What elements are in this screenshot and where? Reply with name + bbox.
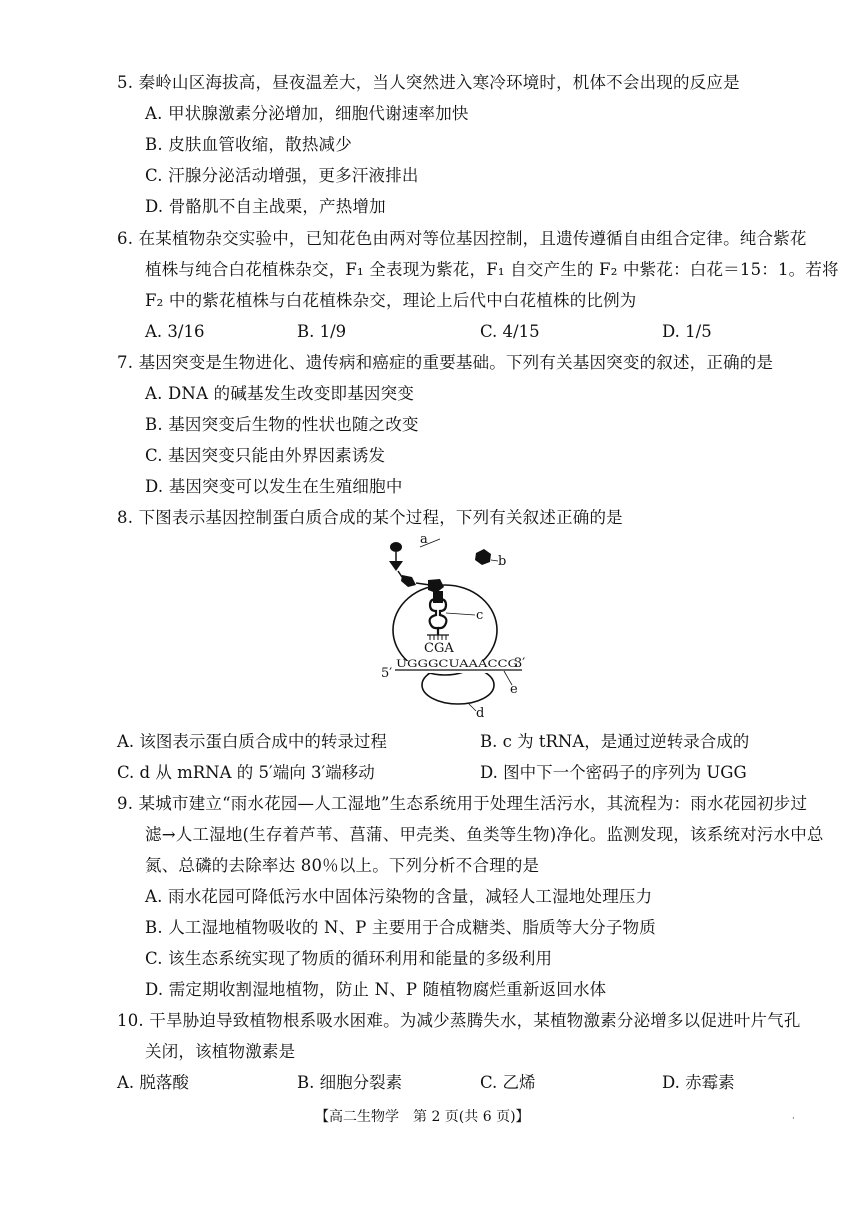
question-9-option-b: B. 人工湿地植物吸收的 N、P 主要用于合成糖类、脂质等大分子物质 bbox=[145, 918, 656, 937]
question-10-option-b: B. 细胞分裂素 bbox=[297, 1073, 403, 1092]
question-5-option-c: C. 汗腺分泌活动增强，更多汗液排出 bbox=[145, 166, 419, 185]
question-10-option-d: D. 赤霉素 bbox=[662, 1073, 735, 1092]
translation-diagram bbox=[380, 535, 530, 720]
question-6-option-d: D. 1/5 bbox=[662, 322, 712, 341]
question-7-option-b: B. 基因突变后生物的性状也随之改变 bbox=[145, 415, 419, 434]
amino-acid-b bbox=[475, 549, 491, 565]
question-6-option-b: B. 1/9 bbox=[297, 322, 347, 341]
question-10-stem-line-2: 关闭，该植物激素是 bbox=[145, 1042, 296, 1061]
question-5-option-a: A. 甲状腺激素分泌增加，细胞代谢速率加快 bbox=[145, 104, 469, 123]
question-9-stem-line-2: 滤→人工湿地(生存着芦苇、菖蒲、甲壳类、鱼类等生物)净化。监测发现，该系统对污水中总 bbox=[145, 825, 824, 844]
question-7-option-c: C. 基因突变只能由外界因素诱发 bbox=[145, 446, 386, 465]
question-8-option-c: C. d 从 mRNA 的 5′端向 3′端移动 bbox=[117, 763, 375, 782]
question-8-option-b: B. c 为 tRNA，是通过逆转录合成的 bbox=[480, 732, 750, 751]
question-9-option-d: D. 需定期收割湿地植物，防止 N、P 随植物腐烂重新返回水体 bbox=[145, 980, 607, 999]
question-8-stem: 8. 下图表示基因控制蛋白质合成的某个过程，下列有关叙述正确的是 bbox=[117, 508, 623, 527]
label-b: b bbox=[498, 554, 507, 569]
label-a: a bbox=[420, 535, 428, 547]
question-7-option-d: D. 基因突变可以发生在生殖细胞中 bbox=[145, 477, 403, 496]
question-7-option-a: A. DNA 的碱基发生改变即基因突变 bbox=[145, 384, 415, 403]
question-6-stem-line-3: F₂ 中的紫花植株与白花植株杂交，理论上后代中白花植株的比例为 bbox=[145, 291, 637, 310]
five-prime-label: 5′ bbox=[381, 666, 393, 681]
page-footer: 【高二生物学 第 2 页(共 6 页)】 bbox=[315, 1109, 530, 1125]
question-10-option-c: C. 乙烯 bbox=[480, 1073, 536, 1092]
question-8-option-d: D. 图中下一个密码子的序列为 UGG bbox=[480, 763, 747, 782]
corner-mark: · bbox=[792, 1114, 795, 1124]
question-6-stem-line-1: 6. 在某植物杂交实验中，已知花色由两对等位基因控制，且遗传遵循自由组合定律。纯合紫花 bbox=[117, 229, 807, 248]
question-9-stem-line-1: 9. 某城市建立“雨水花园—人工湿地”生态系统用于处理生活污水，其流程为：雨水花园初步过 bbox=[117, 794, 808, 813]
question-6-option-a: A. 3/16 bbox=[145, 322, 205, 341]
label-d: d bbox=[476, 706, 485, 720]
question-9-stem-line-3: 氮、总磷的去除率达 80％以上。下列分析不合理的是 bbox=[145, 856, 540, 875]
question-6-stem-line-2: 植株与纯合白花植株杂交，F₁ 全表现为紫花，F₁ 自交产生的 F₂ 中紫花：白花＝15：1。若将 bbox=[145, 260, 839, 279]
question-10-stem-line-1: 10. 干旱胁迫导致植物根系吸水困难。为减少蒸腾失水，某植物激素分泌增多以促进叶片气孔 bbox=[117, 1011, 801, 1030]
question-8-option-a: A. 该图表示蛋白质合成中的转录过程 bbox=[117, 732, 387, 751]
amino-acid-a bbox=[390, 542, 402, 552]
question-7-stem: 7. 基因突变是生物进化、遗传病和癌症的重要基础。下列有关基因突变的叙述，正确的是 bbox=[117, 353, 774, 372]
label-c: c bbox=[476, 608, 484, 623]
mrna-sequence: UGGGCUAAACCG bbox=[396, 659, 519, 670]
question-9-option-a: A. 雨水花园可降低污水中固体污染物的含量，减轻人工湿地处理压力 bbox=[145, 887, 653, 906]
three-prime-label: 3′ bbox=[514, 656, 526, 671]
question-5-option-d: D. 骨骼肌不自主战栗，产热增加 bbox=[145, 197, 386, 216]
label-e: e bbox=[510, 682, 518, 697]
question-6-option-c: C. 4/15 bbox=[480, 322, 540, 341]
question-9-option-c: C. 该生态系统实现了物质的循环利用和能量的多级利用 bbox=[145, 949, 553, 968]
question-5-option-b: B. 皮肤血管收缩，散热减少 bbox=[145, 135, 352, 154]
question-10-option-a: A. 脱落酸 bbox=[117, 1073, 189, 1092]
question-5-stem: 5. 秦岭山区海拔高，昼夜温差大，当人突然进入寒冷环境时，机体不会出现的反应是 bbox=[117, 73, 740, 92]
anticodon-label: CGA bbox=[424, 641, 454, 656]
